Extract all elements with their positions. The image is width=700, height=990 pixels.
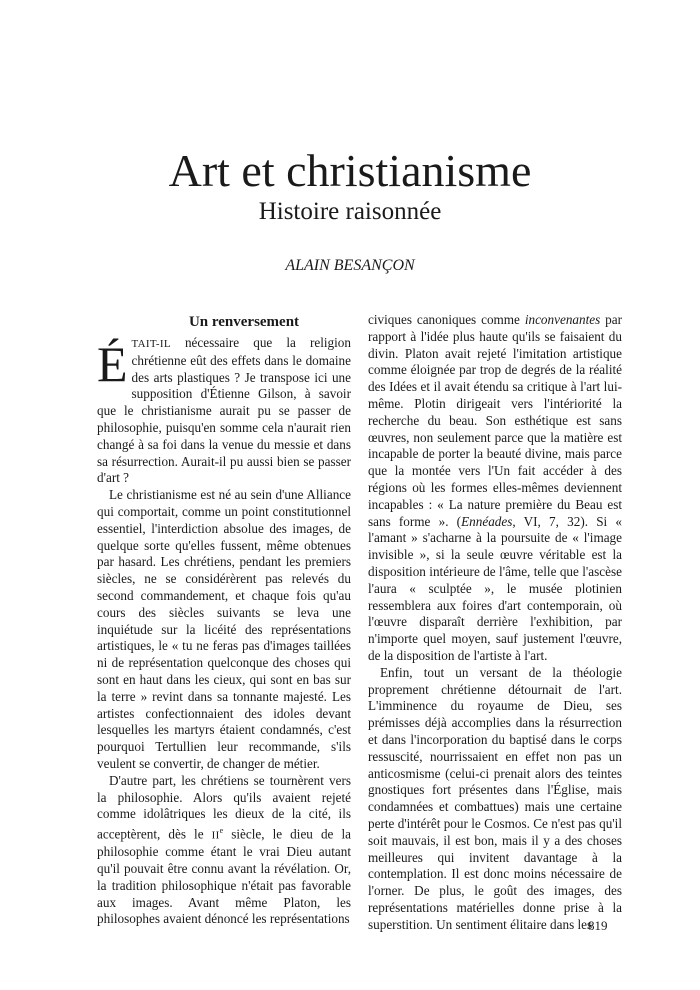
paragraph-3-text-a: D'autre part, les chrétiens se tournèrent vers la philosophie. Alors qu'ils avaient rejeté comme idolâtriques les dieux de la cité, ils acceptèrent, dès le [97,772,351,842]
paragraph-4-text-a: civiques canoniques comme [368,312,525,327]
paragraph-4-text-b: par rapport à l'idée plus haute qu'ils se faisaient du divin. Platon avait rejeté l'imitation artistique comme éloignée par trop de degrés de la réalité des Idées et il avait étendu sa critique à l'art lui-même. Plotin dirigeait vers l'intériorité la recherche du beau. Son esthétique est sans œuvres, non seulement parce que la matière est incapable de porter la beauté divine, mais parce que la montée vers l'Un fait accéder à des régions où les formes elles-mêmes deviennent incapables : « La nature première du Beau est sans forme ». ( [368,312,622,529]
article-title: Art et christianisme [168,145,532,196]
paragraph-5: Enfin, tout un versant de la théologie proprement chrétienne détournait de l'art. L'imminence du royaume de Dieu, ses prémisses déjà accomplies dans la résurrection et dans l'incorporation du baptisé dans le corps ressuscité, nourrissaient en effet non pas un anticosmisme (celui-ci prenait alors des teintes gnostiques fort présentes dans l'Église, mais condamnées et combattues) mais une certaine perte d'intérêt pour le Cosmos. Ce n'est pas qu'il soit mauvais, il est bon, mais il y a des choses meilleures qui invitent davantage à la contemplation. Il est donc moins nécessaire de l'orner. De plus, le goût des images, des représentations matérielles donne prise à la superstition. Un sentiment élitaire dans les [368,664,622,932]
paragraph-3-text-b: siècle, le dieu de la philosophie comme étant le vrai Dieu autant qu'il pouvait être connu avant la révélation. Or, la tradition philosophique n'était pas favorable aux images. Avant même Platon, les philosophes avaient dénoncé les représentations [97,826,351,927]
paragraph-4-text-c: , VI, 7, 32). Si « l'amant » s'acharne à la poursuite de « l'image invisible », si la seule œuvre véritable est la disposition intérieure de l'âme, telle que l'ascèse l'aura « sculptée », le musée plotinien ressemblera aux foires d'art contemporain, où l'œuvre disparaît derrière l'exhibition, par n'importe quel moyen, sauf justement l'œuvre, de la disposition de l'artiste à l'art. [368,513,622,663]
century-superscript: e [219,826,224,836]
article-author: ALAIN BESANÇON [285,257,415,274]
left-column [97,312,351,928]
paragraph-1-text: nécessaire que la religion chrétienne eût des effets dans le domaine des arts plastiques ? Je transpose ici une supposition d'Étienne Gilson, à savoir que le christianisme aurait pu se passer de philosophie, puisqu'en somme cela n'aurait rien changé à sa foi dans la venue du messie et dans sa résurrection. Aurait-il pu aussi bien se passer d'art ? [97,335,351,486]
paragraph-1 [97,335,351,487]
right-column [368,312,622,933]
emphasis-enneades: Ennéades [461,513,513,529]
paragraph-2: Le christianisme est né au sein d'une Alliance qui comportait, comme un point constitutionnel essentiel, l'interdiction absolue des images, de quelque sorte qu'elles fussent, même obtenues par hasard. Les chrétiens, pendant les premiers siècles, ne se considérèrent pas relevés du second commandement, et chaque fois qu'au cours des siècles suivants se leva une inquiétude sur la licéité des représentations artistiques, le « tu ne feras pas d'images taillées ni de représentation quelconque des choses qui sont en haut dans les cieux, qui sont en bas sur la terre » revint dans sa tonnante majesté. Les artistes confectionnaient des idoles devant lesquelles les martyrs étaient condamnés, c'est pourquoi Tertullien leur recommande, s'ils veulent se convertir, de changer de métier. [97,487,351,771]
drop-cap: É [97,336,128,392]
century-numeral: II [211,829,220,842]
paragraph-4 [368,312,622,665]
page-number: 819 [588,918,608,933]
opening-smallcaps: TAIT-IL [131,338,171,350]
paragraph-3 [97,773,351,929]
emphasis-inconvenantes: inconvenantes [524,312,601,327]
section-heading: Un renversement [188,314,300,330]
article-subtitle: Histoire raisonnée [258,198,442,225]
